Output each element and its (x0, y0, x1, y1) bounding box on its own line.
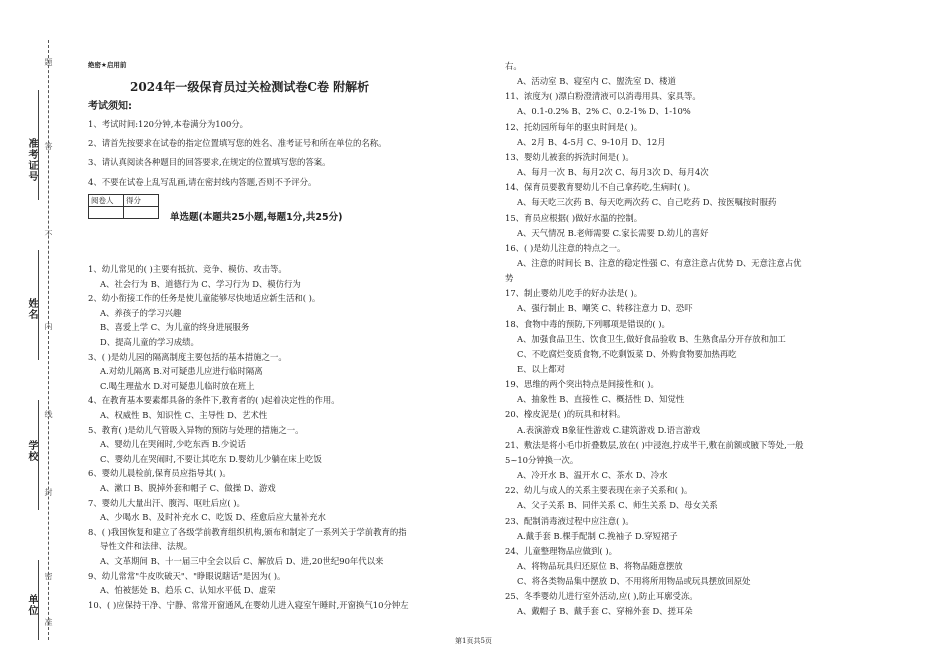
notice-item: 1、考试时间:120分钟,本卷满分为100分。 (88, 119, 249, 129)
answer-options: C、将各类物品集中摆放 D、不用将所用物品或玩具摆放回原处 (517, 576, 751, 587)
answer-options: C、婴幼儿在哭闹时,不要让其吃东 D.婴幼儿少躺在床上吃饭 (100, 453, 322, 464)
answer-options: B、喜爱上学 C、为儿童的终身进展服务 (100, 322, 250, 333)
fill-line-danwei (38, 560, 39, 640)
notice-heading: 考试须知: (88, 101, 132, 112)
question-text: 18、食物中毒的预防,下列哪项是错误的( )。 (505, 318, 670, 329)
question-text: 17、制止婴幼儿吃手的好办法是( )。 (505, 288, 643, 299)
score-table-cell (89, 207, 124, 219)
question-text: 4、在教育基本要素都具备的条件下,教育者的( )起着决定性的作用。 (88, 395, 340, 406)
question-text: 13、婴幼儿被套的拆洗时间是( )。 (505, 151, 634, 162)
binding-margin (0, 0, 60, 671)
seal-char: 线 (44, 410, 53, 418)
question-text: 6、婴幼儿晨检前,保育员应指导其( )。 (88, 468, 231, 479)
notice-item: 4、不要在试卷上乱写乱画,请在密封线内答题,否则不予评分。 (88, 177, 317, 187)
score-table-score: 得分 (124, 195, 159, 207)
page-footer: 第1页共5页 (455, 637, 492, 645)
answer-options: A.戴手套 B.棵手配制 C.挽袖子 D.穿短裙子 (517, 530, 678, 541)
question-text: 5~10分钟换一次。 (505, 454, 579, 465)
answer-options: D、提高儿童的学习成绩。 (100, 337, 199, 347)
answer-options: 导性文件和法律、法规。 (100, 541, 193, 552)
answer-options: A、加强食品卫生、饮食卫生,做好食品验收 B、生熟食品分开存放和加工 (517, 333, 786, 344)
label-xuexiao: 学校 (26, 440, 37, 462)
question-text: 25、冬季婴幼儿进行室外活动,应( ),防止耳廓受冻。 (505, 591, 698, 602)
answer-options: A、戴帽子 B、戴手套 C、穿棉外套 D、搓耳朵 (517, 606, 693, 617)
answer-options: A、怕被惩处 B、趋乐 C、认知水平低 D、虚荣 (100, 585, 276, 596)
seal-char: 题 (44, 58, 53, 66)
answer-options: A、0.1-0.2% B、2% C、0.2-1% D、1-10% (517, 106, 691, 117)
seal-char: 封 (44, 488, 53, 496)
seal-char: 准 (44, 618, 53, 626)
label-zhunkaozheng: 准考证号 (26, 138, 37, 182)
seal-char: 内 (44, 322, 53, 330)
question-text: 5、教育( )是幼儿气管吸入异物的预防与处理的措施之一。 (88, 424, 304, 435)
question-text: 24、儿童整理物品应做到( )。 (505, 545, 617, 556)
answer-options: A、父子关系 B、同伴关系 C、师生关系 D、母女关系 (517, 500, 718, 511)
answer-options: A、抽象性 B、直接性 C、概括性 D、知觉性 (517, 394, 685, 405)
answer-options: A、冷开水 B、温开水 C、茶水 D、冷水 (517, 470, 668, 481)
answer-options: A.表演游戏 B象征性游戏 C.建筑游戏 D.语言游戏 (517, 424, 701, 435)
answer-options: A.对幼儿隔离 B.对可疑患儿应进行临时隔离 (100, 366, 263, 377)
notice-item: 3、请认真阅读各种题目的回答要求,在规定的位置填写您的答案。 (88, 157, 331, 167)
answer-options: A、每月一次 B、每月2次 C、每月3次 D、每月4次 (517, 167, 709, 178)
question-text: 11、浓度为( )漂白粉澄清液可以消毒用具、家具等。 (505, 91, 701, 102)
answer-options: E、以上都对 (517, 364, 565, 374)
seal-dashed-line (48, 40, 49, 640)
answer-options: A、注意的时间长 B、注意的稳定性强 C、有意注意占优势 D、无意注意占优 (517, 257, 802, 268)
seal-char: 不 (44, 230, 53, 238)
label-xingming: 姓名 (26, 298, 37, 320)
score-table (88, 194, 159, 219)
secret-mark: 绝密★启用前 (88, 61, 127, 69)
answer-options: A、文革期间 B、十一届三中全会以后 C、解放后 D、进,20世纪90年代以来 (100, 556, 384, 566)
answer-options: A、天气情况 B.老师需要 C.家长需要 D.幼儿的喜好 (517, 227, 709, 238)
label-danwei: 单位 (26, 594, 37, 616)
answer-options: C.喝生理盐水 D.对可疑患儿临时放在班上 (100, 380, 255, 391)
answer-options: A、社会行为 B、道德行为 C、学习行为 D、模仿行为 (100, 278, 301, 289)
notice-item: 2、请首先按要求在试卷的指定位置填写您的姓名、准考证号和所在单位的名称。 (88, 138, 387, 148)
score-table-cell (124, 207, 159, 219)
score-table-reviewer: 阅卷人 (89, 195, 124, 207)
question-text: 15、育员应根据( )做好水温的控制。 (505, 212, 643, 223)
question-text: 7、婴幼儿大量出汗、腹泻、呕吐后应( )。 (88, 497, 245, 508)
seal-char: 答 (44, 142, 53, 150)
seal-char: 密 (44, 572, 53, 580)
question-text: 10、( )应保持干净、宁静、常常开窗通风,在婴幼儿进入寝室午睡时,开窗换气10分钟左 (88, 599, 409, 610)
fill-line-xingming (38, 250, 39, 360)
question-text: 2、幼小衔接工作的任务是使儿童能够尽快地适应新生活和( )。 (88, 293, 321, 304)
section-heading: 单选题(本题共25小题,每题1分,共25分) (170, 212, 343, 223)
question-text: 14、保育员要教育婴幼儿不自己拿药吃,生病时( )。 (505, 182, 696, 193)
question-text: 21、敷法是将小毛巾折叠数层,放在( )中浸泡,拧成半干,敷在前额或腋下等处,一般 (505, 439, 804, 450)
question-text: 8、( )我国恢复和建立了各级学前教育组织机构,颁布和制定了一系列关于学前教育的指 (88, 526, 407, 537)
answer-options: A、强行制止 B、嘲笑 C、转移注意力 D、恐吓 (517, 303, 693, 314)
fill-line-zhunkaozheng (38, 90, 39, 200)
answer-options: A、权威性 B、知识性 C、主导性 D、艺术性 (100, 410, 268, 420)
answer-options: A、婴幼儿在哭闹时,少吃东西 B.少说话 (100, 439, 246, 450)
answer-options: A、2月 B、4-5月 C、9-10月 D、12月 (517, 136, 666, 147)
question-text: 9、幼儿常常"牛皮吹破天"、"睁眼说瞎话"是因为( )。 (88, 570, 286, 581)
question-text: 19、思维的两个突出特点是间接性和( )。 (505, 379, 659, 390)
answer-options: A、养孩子的学习兴趣 (100, 307, 182, 318)
answer-options: A、将物品玩具归还原位 B、将物品随意摆放 (517, 560, 683, 571)
question-text: 3、( )是幼儿园的隔离制度主要包括的基本措施之一。 (88, 351, 287, 362)
answer-options: A、少喝水 B、及时补充水 C、吃饭 D、痊愈后应大量补充水 (100, 512, 326, 523)
question-text: 20、橡皮泥是( )的玩具和材料。 (505, 409, 626, 420)
question-text: 1、幼儿常见的( )主要有抵抗、竞争、模仿、攻击等。 (88, 264, 287, 274)
answer-options: C、不吃腐烂变质食物,不吃剩饭菜 D、外购食物要加热再吃 (517, 348, 737, 359)
question-text: 22、幼儿与成人的关系主要表现在亲子关系和( )。 (505, 485, 693, 496)
answer-options: A、漱口 B、脱掉外套和帽子 C、做操 D、游戏 (100, 483, 276, 493)
question-text: 23、配制消毒液过程中应注意( )。 (505, 515, 634, 526)
answer-options: A、活动室 B、寝室内 C、盥洗室 D、楼道 (517, 76, 676, 87)
question-text: 16、( )是幼儿注意的特点之一。 (505, 242, 626, 253)
question-text: 势 (505, 273, 514, 284)
question-text: 右。 (505, 61, 522, 71)
fill-line-xuexiao (38, 400, 39, 510)
answer-options: A、每天吃三次药 B、每天吃两次药 C、自己吃药 D、按医嘱按时服药 (517, 197, 777, 208)
question-text: 12、托幼园所每年的驱虫时间是( )。 (505, 121, 643, 132)
page-title: 2024年一级保育员过关检测试卷C卷 附解析 (130, 80, 370, 94)
